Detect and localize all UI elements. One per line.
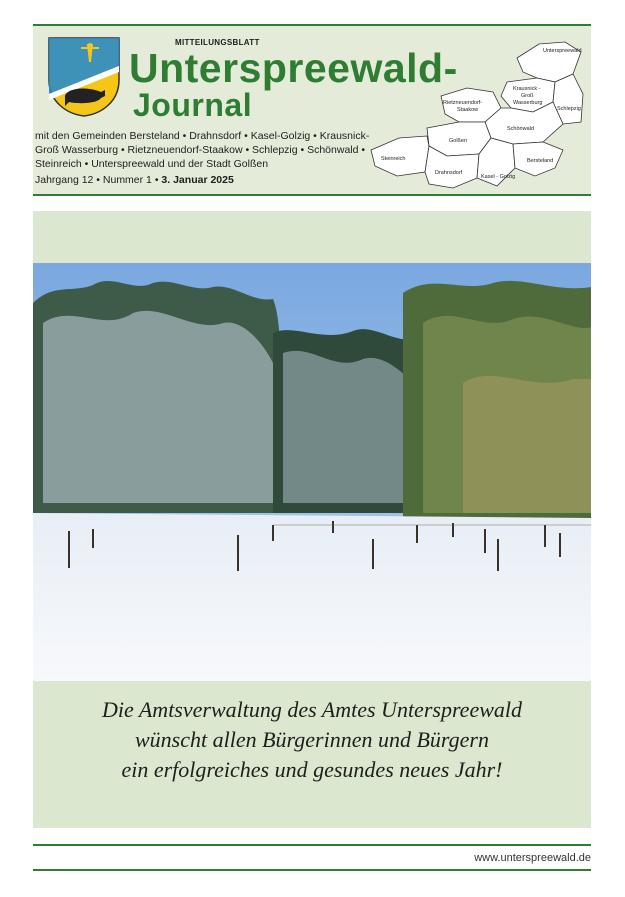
- masthead: [33, 24, 591, 196]
- issue-prefix: Jahrgang 12 • Nummer 1 •: [35, 174, 159, 186]
- map-label-schlepzig: Schlepzig: [557, 106, 581, 112]
- map-label-drahnsdorf: Drahnsdorf: [435, 170, 463, 176]
- member-municipalities: mit den Gemeinden Bersteland • Drahnsdorf • Kasel-Golzig • Krausnick-Groß Wasserburg • Rietzneuendorf-Staakow • Schlepzig • Schönwald • Steinreich • Unterspreewald und der Stadt Golßen: [35, 130, 370, 170]
- map-label-unterspreewald: Unterspreewald: [543, 48, 582, 54]
- greeting-line-2: wünscht allen Bürgerinnen und Bürgern: [135, 727, 489, 752]
- map-label-golssen: Golßen: [449, 138, 468, 144]
- title-line-2: Journal: [133, 87, 253, 123]
- footer-rule-top: [33, 844, 591, 846]
- map-label-schoenwald: Schönwald: [507, 126, 534, 132]
- new-year-greeting: [33, 695, 591, 785]
- kicker-label: MITTEILUNGSBLATT: [175, 38, 260, 47]
- greeting-line-3: ein erfolgreiches und gesundes neues Jahr!: [121, 757, 503, 782]
- cover-panel: [33, 211, 591, 828]
- map-label-bersteland: Bersteland: [527, 158, 554, 164]
- map-label-krausnick: Krausnick -: [513, 86, 541, 92]
- municipality-map: [367, 38, 589, 190]
- coat-of-arms-icon: [47, 36, 121, 118]
- greeting-line-1: Die Amtsverwaltung des Amtes Unterspreewald: [102, 697, 522, 722]
- map-label-rietzneuendorf: Rietzneuendorf-: [443, 100, 483, 106]
- footer-rule-bottom: [33, 869, 591, 871]
- title-line-1: Unterspreewald-: [129, 45, 458, 91]
- map-label-kasel-golzig: Kasel - Golzig: [481, 174, 516, 180]
- issue-info: [35, 174, 234, 186]
- footer-website-link[interactable]: www.unterspreewald.de: [474, 852, 591, 864]
- winter-forest-photo: [33, 263, 591, 681]
- map-label-wasserburg: Wasserburg: [513, 100, 543, 106]
- print-mark: [20, 30, 28, 70]
- issue-date: 3. Januar 2025: [161, 174, 234, 186]
- map-label-steinreich: Steinreich: [381, 156, 406, 162]
- map-label-gross: Groß: [521, 93, 534, 99]
- map-label-staakow: Staakow: [457, 107, 479, 113]
